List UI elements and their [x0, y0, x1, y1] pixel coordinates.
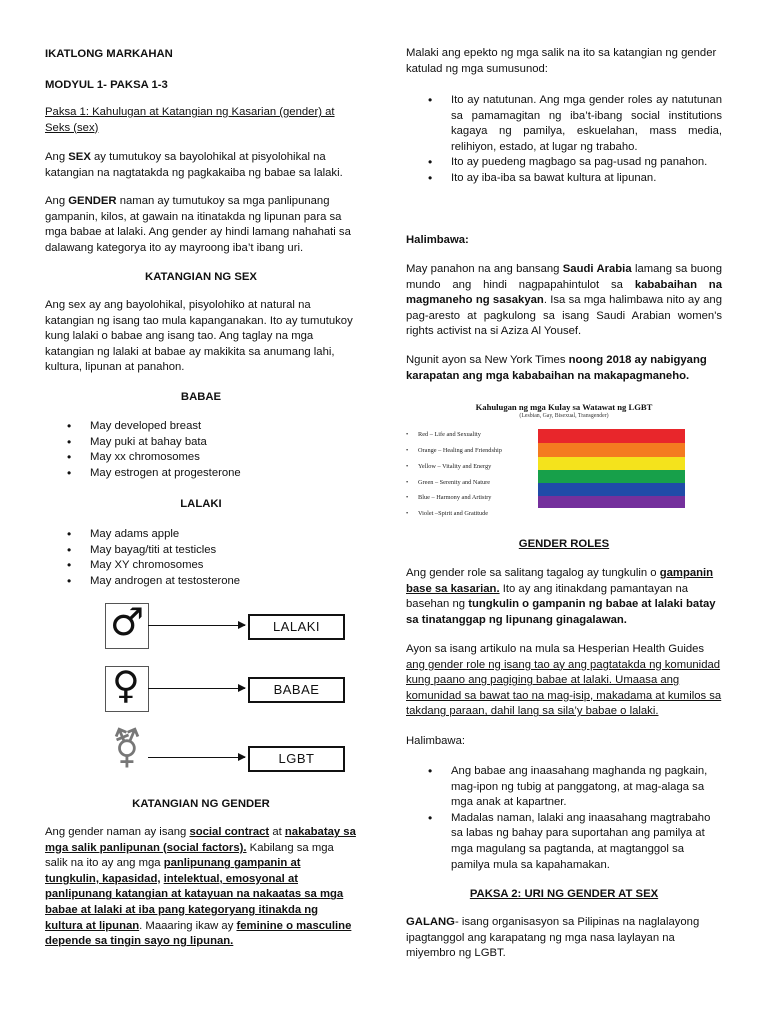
effects-intro: Malaki ang epekto ng mga salik na ito sa katangian ng gender katulad ng mga sumusunod: — [406, 47, 717, 75]
list-item: • May developed breast — [45, 419, 357, 435]
lalaki-list — [45, 527, 357, 589]
flag-title: Kahulugan ng mga Kulay sa Watawat ng LGBT — [475, 402, 653, 412]
gender-roles-heading: GENDER ROLES — [518, 538, 610, 550]
sex-term: SEX — [68, 151, 91, 163]
legend-violet: • Violet –Spirit and Gratitude — [406, 510, 489, 517]
list-item: • Ito ay natutunan. Ang mga gender roles ay natutunan sa pamamagitan ng iba’t-ibang social institutions kagaya ng pamilya, eskuelahan, mass media, relihiyon, estado, at lugar ng trabaho. — [406, 93, 722, 155]
katangian-gender-heading: KATANGIAN NG GENDER — [132, 798, 270, 810]
effects-list — [406, 93, 722, 187]
list-item: • May XY chromosomes — [45, 558, 357, 574]
gender-paragraph: Ang gender naman ay isang social contract at nakabatay sa mga salik panlipunan (social factors). Kabilang sa mga salik na ito ay ang mga panlipunang gampanin at tungkulin, kapasidad, intelektual, emosyonal at panlipunang katangian at katayuan na nakaatas sa mga babae at lalaki at iba pang kategoryang itinakda ng kultura at lipunan. Maaaring ikaw ay feminine o masculine depende sa tingin sayo ng lipunan. — [45, 826, 356, 948]
module-title: MODYUL 1- PAKSA 1-3 — [45, 79, 168, 91]
roles-list — [406, 764, 722, 873]
sex-definition: Ang SEX ay tumutukoy sa bayolohikal at pisyolohikal na katangian na nagtatakda ng pagkakaiba ng babae sa lalaki. — [45, 151, 343, 179]
female-symbol-box — [105, 663, 149, 712]
list-item: • May estrogen at progesterone — [45, 466, 357, 482]
lgbt-label-box: LGBT — [248, 746, 345, 772]
quarter-title: IKATLONG MARKAHAN — [45, 48, 173, 60]
legend-yellow: • Yellow – Vitality and Energy — [406, 463, 492, 470]
halimbawa-heading: Halimbawa: — [406, 234, 469, 246]
gender-term: GENDER — [68, 195, 117, 207]
list-item: • May bayag/titi at testicles — [45, 543, 357, 559]
male-icon: ♂ — [110, 600, 145, 644]
flag-stripe-red — [538, 429, 685, 443]
lalaki-label-box: LALAKI — [248, 614, 345, 640]
list-item: • Ito ay iba-iba sa bawat kultura at lipunan. — [406, 171, 722, 187]
flag-stripe-green — [538, 470, 685, 483]
katangian-sex-text: Ang sex ay ang bayolohikal, pisyolohiko at natural na katangian ng isang tao mula kapanganakan. Ito ay tumutukoy kung lalaki o babae ang isang tao. Ang taglay na mga katangian ng lalaki at babae ay makikita sa anumang lahi, kultura, lipunan at panahon. — [45, 299, 353, 374]
arrow-male — [148, 625, 245, 626]
nyt-paragraph: Ngunit ayon sa New York Times noong 2018 ay nabigyang karapatan ang mga kababaihan na makapagmaneho. — [406, 354, 707, 382]
arrow-female — [148, 688, 245, 689]
list-item: • Ito ay puedeng magbago sa pag-usad ng panahon. — [406, 155, 722, 171]
arrow-lgbt — [148, 757, 245, 758]
female-icon: ♀ — [112, 663, 140, 707]
list-item: • Ang babae ang inaasahang maghanda ng pagkain, mag-ipon ng tubig at panggatong, at mag-alaga sa mga anak at kapartner. — [406, 764, 722, 811]
lalaki-heading: LALAKI — [180, 498, 222, 510]
paksa2-heading: PAKSA 2: URI NG GENDER AT SEX — [469, 888, 659, 900]
flag-stripe-blue — [538, 483, 685, 496]
flag-stripe-yellow — [538, 457, 685, 470]
babae-list — [45, 419, 357, 481]
galang-paragraph: GALANG- isang organisasyon sa Pilipinas na naglalayong ipagtanggol ang karapatang ng mga nasa laylayan na miyembro ng LGBT. — [406, 916, 700, 960]
flag-stripe-violet — [538, 496, 685, 508]
list-item: • May xx chromosomes — [45, 450, 357, 466]
gender-roles-paragraph: Ang gender role sa salitang tagalog ay tungkulin o gampanin base sa kasarian. Ito ay ang itinakdang pamantayan na basehan ng tungkulin o gampanin ng babae at lalaki batay sa tinatanggap ng lipunang ginagalawan. — [406, 567, 716, 626]
legend-orange: • Orange – Healing and Friendship — [406, 447, 502, 454]
legend-green: • Green – Serenity and Nature — [406, 479, 491, 486]
halimbawa-label-2: Halimbawa: — [406, 735, 466, 747]
flag-stripe-orange — [538, 443, 685, 457]
flag-subtitle: (Lesbian, Gay, Bisexual, Transgender) — [519, 413, 609, 419]
paksa1-heading: Paksa 1: Kahulugan at Katangian ng Kasarian (gender) at Seks (sex) — [45, 106, 335, 134]
male-symbol-box — [105, 600, 149, 649]
transgender-icon: ⚧ — [111, 726, 143, 770]
babae-label-box: BABAE — [248, 677, 345, 703]
babae-heading: BABAE — [180, 391, 222, 403]
list-item: • May adams apple — [45, 527, 357, 543]
list-item: • Madalas naman, lalaki ang inaasahang magtrabaho sa labas ng bahay para suportahan ang pamilya at mga magulang sa pagtanda, at magtanggol sa pamilya mula sa kapahamakan. — [406, 811, 722, 873]
hesperian-paragraph: Ayon sa isang artikulo na mula sa Hesperian Health Guides ang gender role ng isang tao ay ang pagtatakda ng komunidad kung paano ang pagiging babae at lalaki. Umaasa ang komunidad sa bawat tao na mag-isip, makadama at kumilos sa takdang paraan, dahil lang sa sila’y babae o lalaki. — [406, 643, 722, 718]
gender-definition: Ang GENDER naman ay tumutukoy sa mga panlipunang gampanin, kilos, at gawain na itinatakda ng lipunan para sa mga babae at lalaki. Ang gender ay hindi lamang nahahati sa dalawang kategorya ito ay mayroong iba’t ibang uri. — [45, 195, 351, 254]
saudi-paragraph: May panahon na ang bansang Saudi Arabia lamang sa buong mundo ang hindi nagpapahintulot sa kababaihan na magmaneho ng sasakyan. Isa sa mga halimbawa nito ay ang pag-aresto at pagkulong sa isang Saudi Arabian women's rights activist na si Aziza Al Yousef. — [406, 263, 723, 338]
list-item: • May androgen at testosterone — [45, 574, 357, 590]
list-item: • May puki at bahay bata — [45, 435, 357, 451]
legend-blue: • Blue – Harmony and Artistry — [406, 494, 492, 501]
legend-red: • Red – Life and Sexuality — [406, 431, 481, 438]
katangian-sex-heading: KATANGIAN NG SEX — [145, 271, 257, 283]
galang-term: GALANG — [406, 916, 455, 928]
trans-symbol-box — [105, 726, 147, 774]
